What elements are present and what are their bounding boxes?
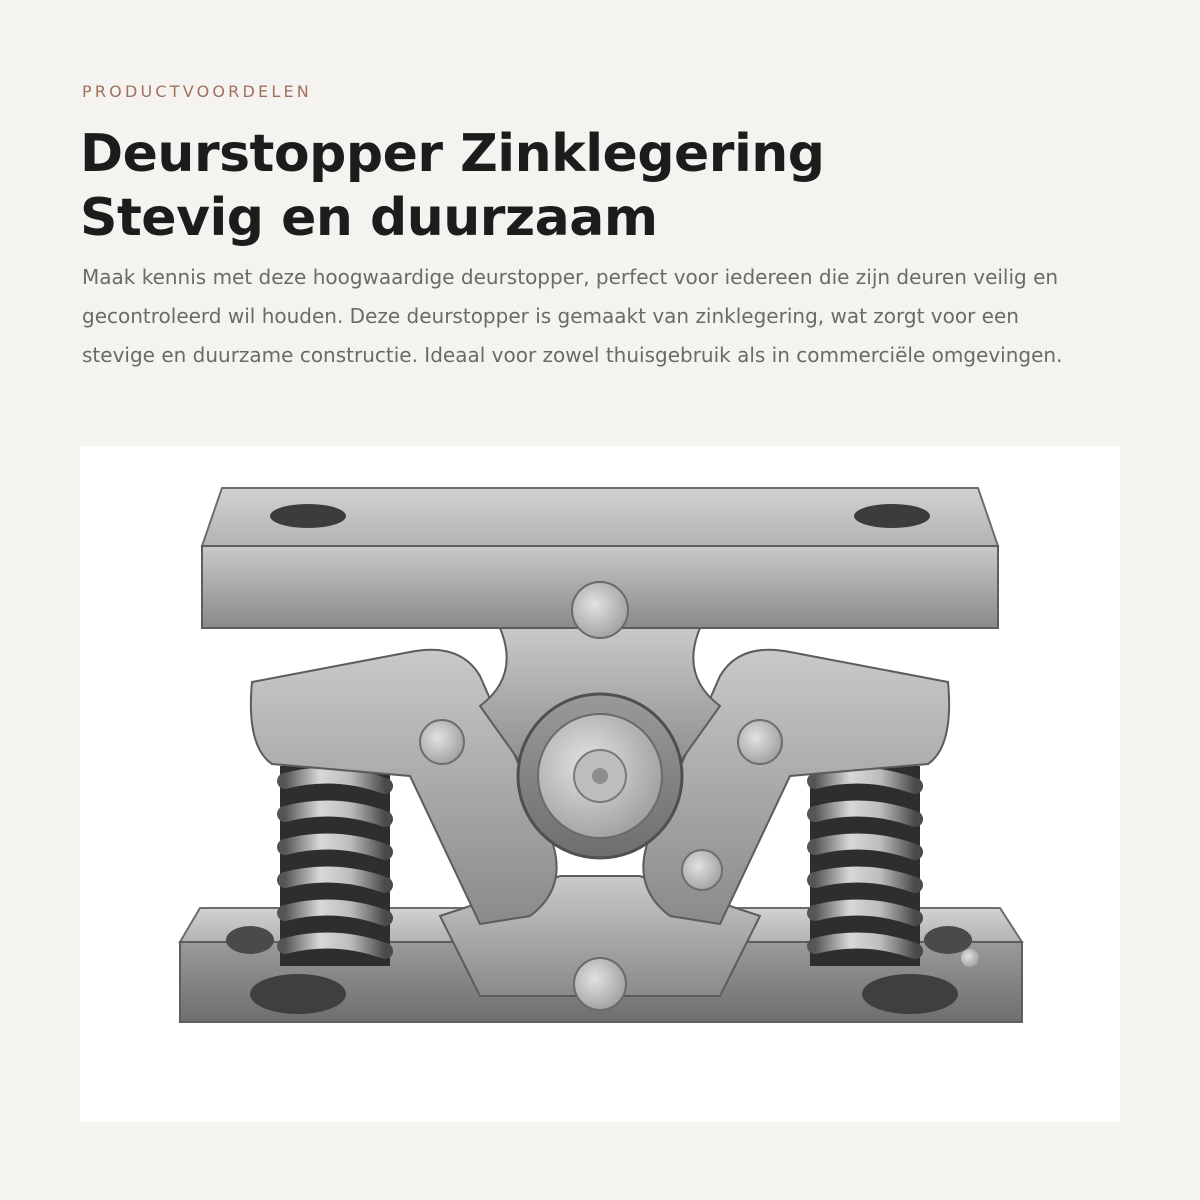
product-photo <box>80 446 1120 1122</box>
left-spring <box>280 766 390 966</box>
section-eyebrow: PRODUCTVOORDELEN <box>82 82 312 101</box>
door-catch-mechanism-image <box>80 446 1120 1122</box>
title-line-2: Stevig en duurzaam <box>80 188 658 248</box>
title-line-1: Deurstopper Zinklegering <box>80 124 825 184</box>
section-title <box>80 122 1120 250</box>
product-description: Maak kennis met deze hoogwaardige deurstopper, perfect voor iedereen die zijn deuren veilig en gecontroleerd wil houden. Deze deurstopper is gemaakt van zinklegering, wat zorgt voor een stevige en duurzame constructie. Ideaal voor zowel thuisgebruik als in commerciële omgevingen. <box>82 265 1063 367</box>
right-spring <box>810 766 920 966</box>
center-roller <box>518 694 682 858</box>
